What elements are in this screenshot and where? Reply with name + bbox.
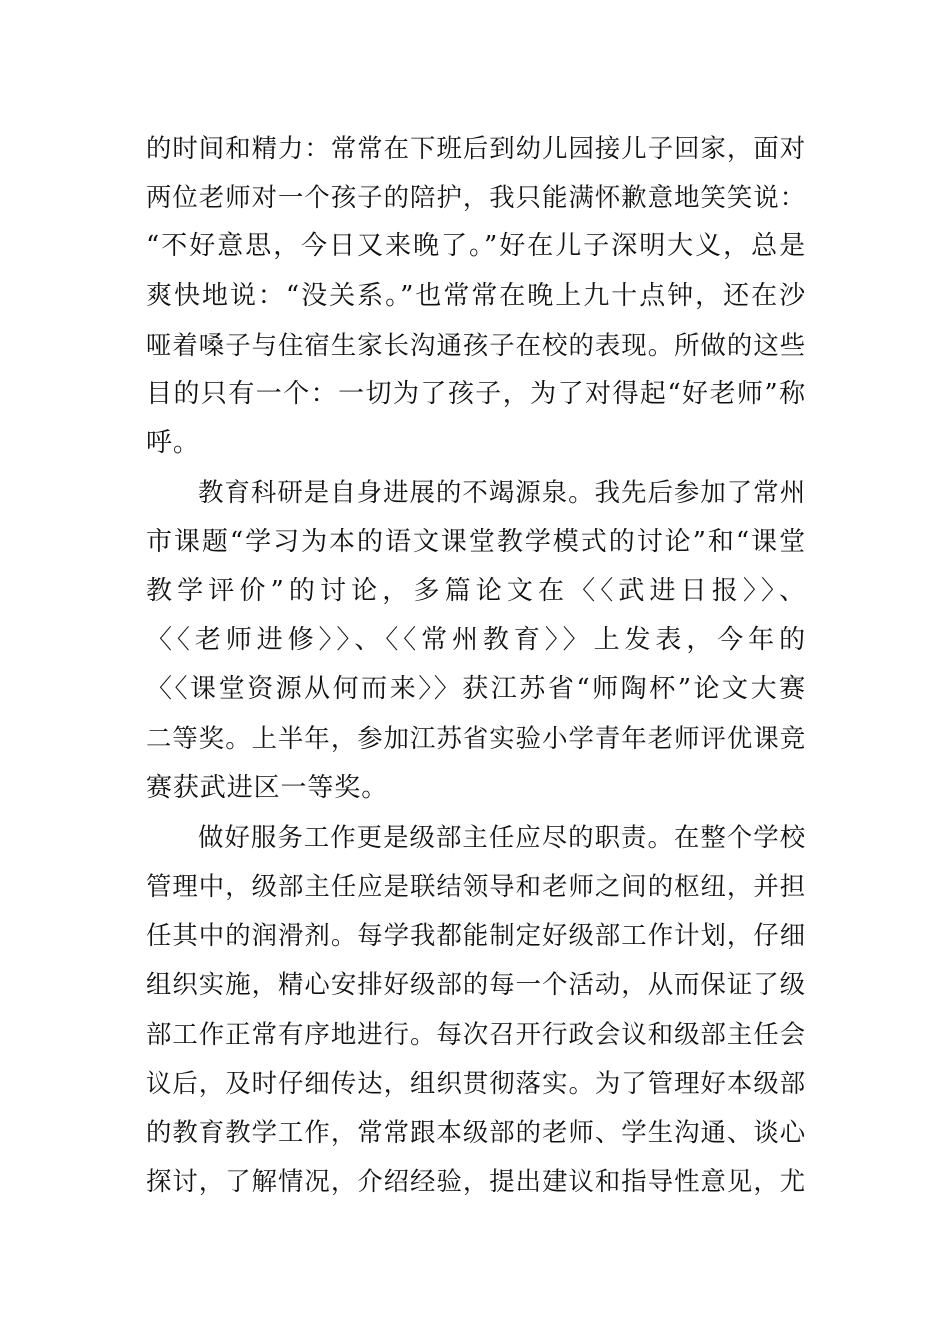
text-line: 议后，及时仔细传达，组织贯彻落实。为了管理好本级部 xyxy=(146,1067,806,1098)
text-line: 任其中的润滑剂。每学我都能制定好级部工作计划，仔细 xyxy=(146,920,806,951)
text-line: 管理中，级部主任应是联结领导和老师之间的枢纽，并担 xyxy=(146,871,806,902)
text-line: “不好意思，今日又来晚了。”好在儿子深明大义，总是 xyxy=(146,231,806,262)
text-line: 的教育教学工作，常常跟本级部的老师、学生沟通、谈心 xyxy=(146,1117,806,1148)
text-line: 教学评价”的讨论，多篇论文在〈〈武进日报〉〉、 xyxy=(146,575,806,606)
text-line: 探讨，了解情况，介绍经验，提出建议和指导性意见，尤 xyxy=(146,1166,806,1197)
text-line: 哑着嗓子与住宿生家长沟通孩子在校的表现。所做的这些 xyxy=(146,329,806,360)
text-line: 爽快地说：“没关系。”也常常在晚上九十点钟，还在沙 xyxy=(146,280,806,311)
paragraph-3 xyxy=(146,813,806,1207)
text-line: 做好服务工作更是级部主任应尽的职责。在整个学校 xyxy=(198,821,806,852)
text-line: 组织实施，精心安排好级部的每一个活动，从而保证了级 xyxy=(146,969,806,1000)
paragraph-1 xyxy=(146,124,806,468)
text-line: 呼。 xyxy=(146,428,200,459)
text-line: 赛获武进区一等奖。 xyxy=(146,772,389,803)
text-line: 部工作正常有序地进行。每次召开行政会议和级部主任会 xyxy=(146,1018,806,1049)
text-line: 两位老师对一个孩子的陪护，我只能满怀歉意地笑笑说： xyxy=(146,182,806,213)
paragraph-2 xyxy=(146,468,806,812)
text-line: 〈〈老师进修〉〉、〈〈常州教育〉〉上发表，今年的 xyxy=(146,625,806,656)
text-line: 目的只有一个：一切为了孩子，为了对得起“好老师”称 xyxy=(146,379,806,410)
text-line: 教育科研是自身进展的不竭源泉。我先后参加了常州 xyxy=(198,477,806,508)
text-line: 的时间和精力：常常在下班后到幼儿园接儿子回家，面对 xyxy=(146,133,806,163)
text-line: 二等奖。上半年，参加江苏省实验小学青年老师评优课竞 xyxy=(146,723,806,754)
document-body xyxy=(146,124,806,1206)
text-line: 〈〈课堂资源从何而来〉〉获江苏省“师陶杯”论文大赛 xyxy=(146,674,806,705)
text-line: 市课题“学习为本的语文课堂教学模式的讨论”和“课堂 xyxy=(146,526,806,557)
